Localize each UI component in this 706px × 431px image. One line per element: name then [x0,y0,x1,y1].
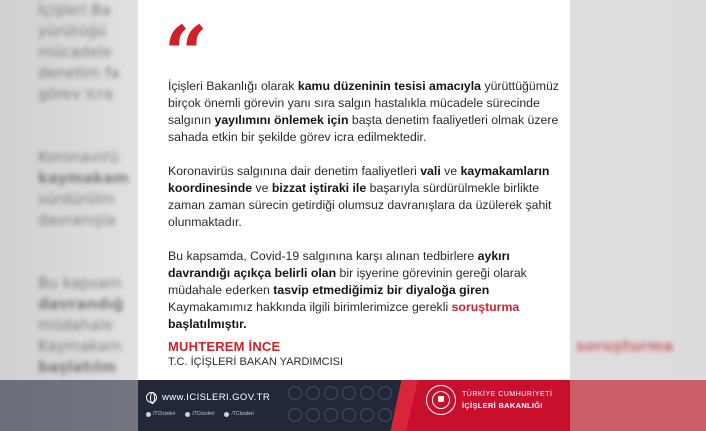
website-text: www.ICISLERI.GOV.TR [162,392,271,403]
background-line: Kaymakam [38,337,122,355]
background-line: mücadele [38,43,112,61]
decorative-pattern [288,386,396,426]
background-line [576,294,706,315]
statement-paragraph [168,78,564,146]
background-line [38,231,150,252]
background-line: denetim fa [38,64,120,82]
emphasis-text: tasvip etmediğimiz bir diyaloğa giren [273,283,490,297]
background-line: soruşturma [576,337,674,355]
body-text: Kaymakamımız hakkında ilgili birimlerimizce gerekli [168,300,452,314]
body-text: yürüttüğümüz birçok önemli görevin yanı sıra salgın hastalıkla mücadele sürecinde salgının [168,79,559,127]
social-icon [224,412,229,417]
body-text: ve [440,164,461,178]
logo-line-country: TÜRKİYE CUMHURİYETİ [462,391,553,398]
social-handle-text: /TCIcisleri [231,411,254,417]
background-line [576,273,706,294]
background-line [576,357,706,378]
background-line [576,126,706,147]
body-text: Bu kapsamda, Covid-19 salgınına karşı alınan tedbirlere [168,249,478,263]
background-line [576,42,706,63]
background-footer-right [568,380,706,431]
social-handle-text: /TCIcisleri [153,411,176,417]
social-handle[interactable] [146,411,175,417]
emphasis-text: vali [420,164,441,178]
background-line [576,210,706,231]
background-text-left [0,0,150,431]
background-line: görev icra [38,85,114,103]
seal-icon [426,385,456,415]
emphasis-text: yayılımını önlemek için [214,113,349,127]
globe-icon [146,392,157,403]
background-line [576,105,706,126]
background-line: başlatılm [38,358,117,376]
background-line [576,168,706,189]
background-line [576,63,706,84]
background-line: İçişleri Ba [38,1,111,19]
emphasis-text: kaymakamların koordinesinde [168,164,550,195]
body-text: başta denetim faaliyetleri olmak üzere sahada etkin bir şekilde görev icra edilmektedir. [168,113,559,144]
signatory-name: MUHTEREM İNCE [168,339,281,354]
background-line: davranışla [38,211,116,229]
statement-card [138,0,570,431]
emphasis-text: bizzat iştiraki ile [271,181,367,195]
background-line [576,147,706,168]
background-line: yürütüğü [38,22,107,40]
body-text: bir işyerine görevinin gereği olarak müdahale ederken [168,266,527,297]
background-line [38,252,150,273]
ministry-logo [426,385,552,415]
signatory-title: T.C. İÇİŞLERİ BAKAN YARDIMCISI [168,356,344,368]
background-line: sürdürülm [38,190,115,208]
social-handle[interactable] [185,411,214,417]
background-line: davrandığ [38,295,124,313]
body-text: Koronavirüs salgınına dair denetim faaliyetleri [168,164,421,178]
background-line [576,0,706,21]
highlight-text: soruşturma [451,300,520,314]
background-line [576,21,706,42]
background-line: Koronavirü [38,148,119,166]
background-footer-left [0,380,138,431]
background-line: kaymakam [38,169,129,187]
emphasis-text: başlatılmıştır. [168,317,247,331]
website-link[interactable] [146,392,270,403]
background-line: Bu kapsam [38,274,122,292]
statement-body [168,78,564,350]
body-text: İçişleri Bakanlığı olarak [168,79,298,93]
background-line [576,315,706,336]
social-handle-text: /TCIcisleri [192,411,215,417]
emphasis-text: kamu düzeninin tesisi amacıyla [297,79,482,93]
social-icon [185,412,190,417]
social-icon [146,412,151,417]
background-line [576,84,706,105]
social-handles [146,411,254,417]
quote-mark-icon: “ [164,9,202,98]
background-line [38,105,150,126]
background-line [576,231,706,252]
background-line [38,126,150,147]
social-handle[interactable] [224,411,253,417]
logo-line-ministry: İÇİŞLERİ BAKANLIĞI [462,401,543,410]
body-text: başarıyla sürdürülmekle birlikte zaman zaman sürecin getirdiği olumsuz davranışlara da üzülerek şahit olunmaktadır. [168,181,552,229]
body-text: ve [252,181,272,195]
emphasis-text: aykırı davrandığı açıkça belirli olan [168,249,510,280]
background-line [576,252,706,273]
background-text-right [566,0,706,431]
statement-paragraph [168,163,564,231]
footer-bar [138,380,570,431]
footer-left-panel [138,380,406,431]
background-line: müdahale [38,316,113,334]
background-line [576,189,706,210]
statement-paragraph [168,248,564,333]
